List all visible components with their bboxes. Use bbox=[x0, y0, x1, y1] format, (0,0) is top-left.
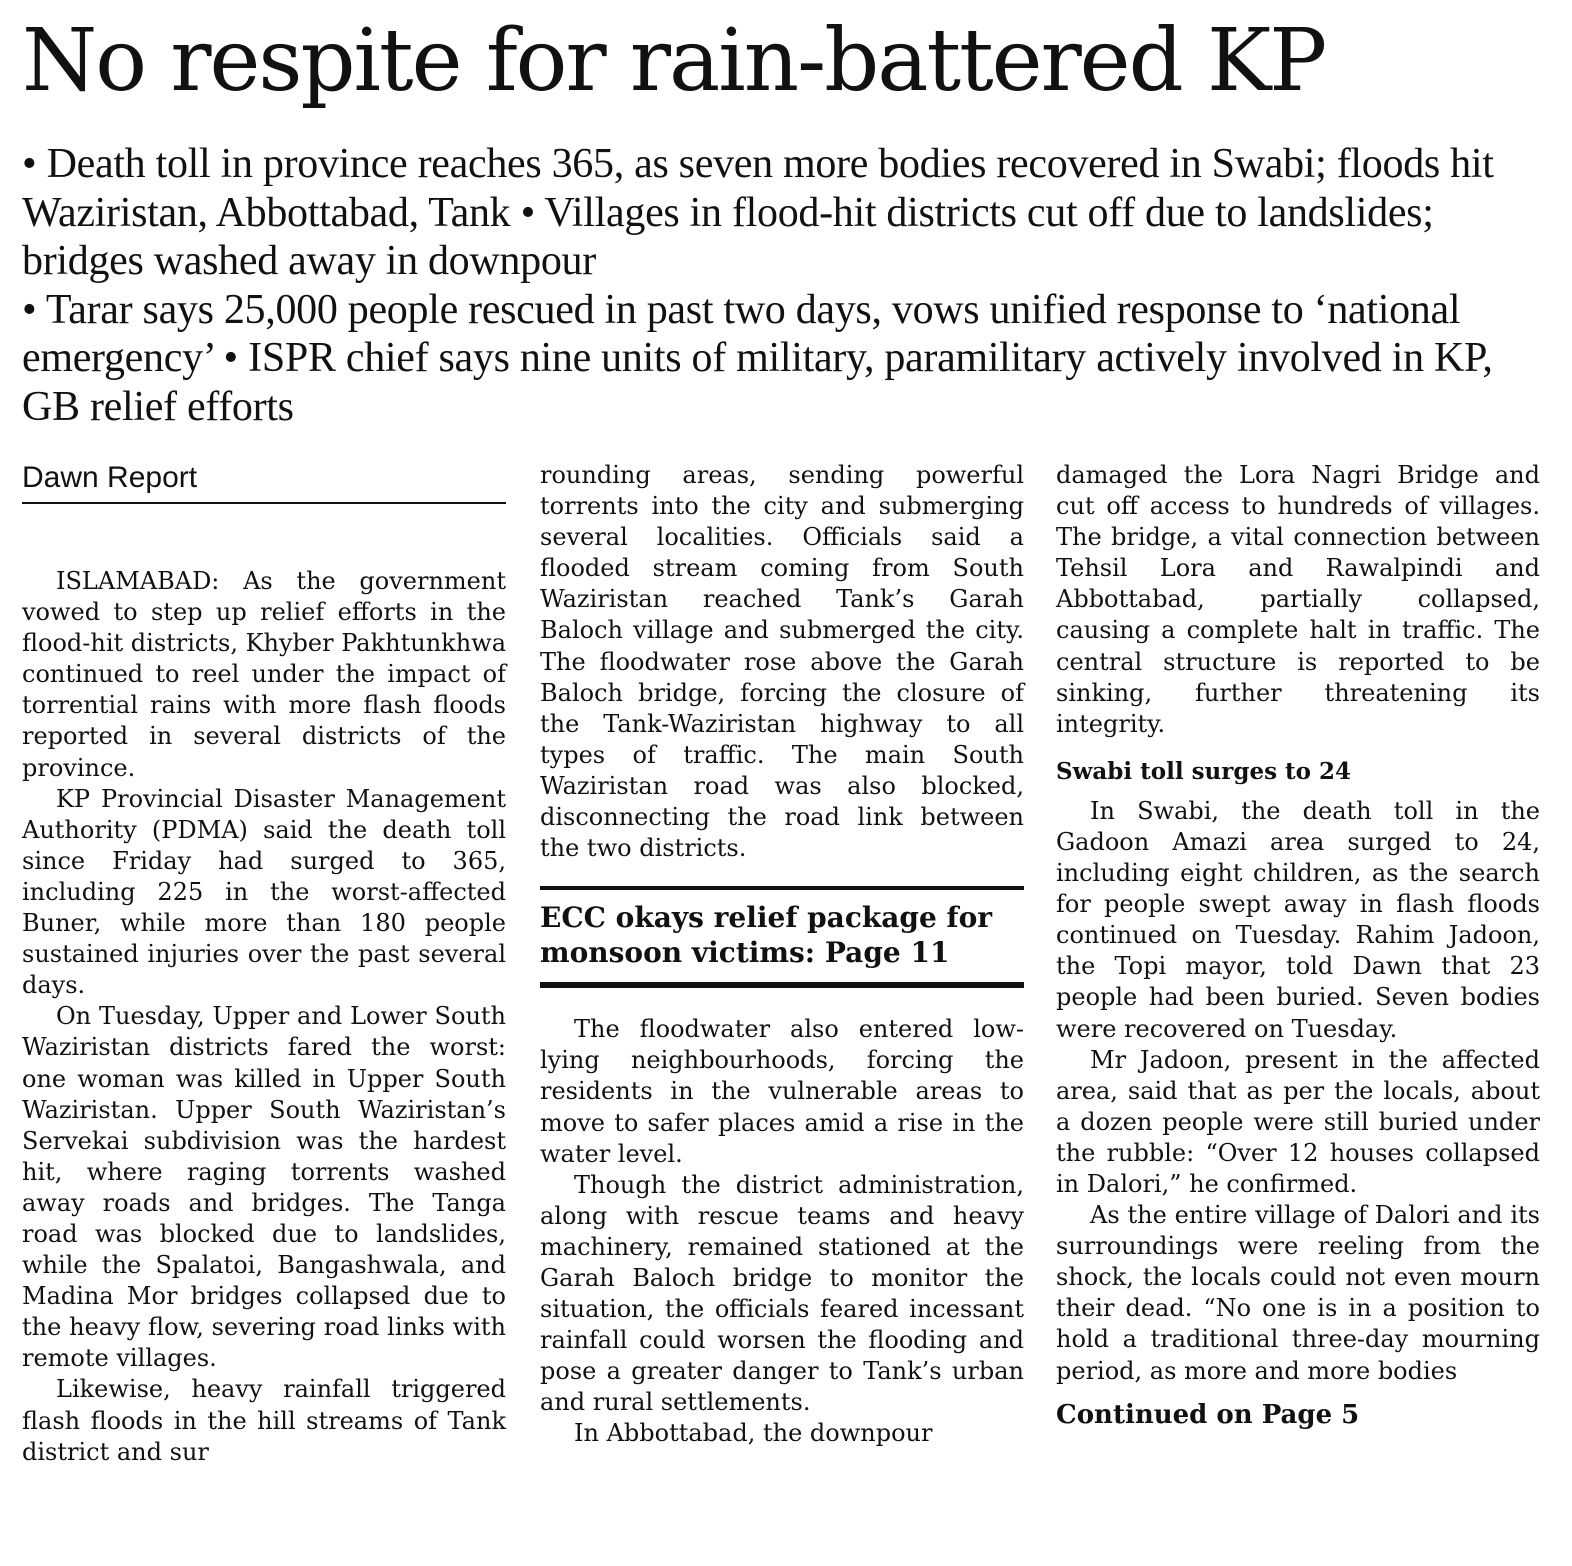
body-paragraph: ISLAMABAD: As the government vowed to step up relief efforts in the flood-hit districts, Khyber Pakhtunkhwa continued to reel under the impact of torrential rains with more flash floods reported in several districts of the province. bbox=[22, 567, 506, 782]
article-column-1 bbox=[22, 460, 506, 1468]
body-paragraph: On Tuesday, Upper and Lower South Waziristan districts fared the worst: one woman was killed in Upper South Waziristan. Upper South Waziristan’s Servekai subdivision was the hardest hit, where raging torrents washed away roads and bridges. The Tanga road was blocked due to landslides, while the Spalatoi, Bangashwala, and Madina Mor bridges collapsed due to the heavy flow, severing road links with remote villages. bbox=[22, 1002, 506, 1373]
body-paragraph: damaged the Lora Nagri Bridge and cut off access to hundreds of villages. The bridge, a vital connection between Tehsil Lora and Rawalpindi and Abbottabad, partially collapsed, causing a complete halt in traffic. The central structure is reported to be sinking, further threatening its integrity. bbox=[1056, 461, 1540, 738]
headline: No respite for rain-battered KP bbox=[22, 11, 1326, 111]
article-column-3 bbox=[1056, 460, 1540, 1431]
body-paragraph: Mr Jadoon, present in the affected area, said that as per the locals, about a dozen people were still buried under the rubble: “Over 12 houses collapsed in Dalori,” he confirmed. bbox=[1056, 1045, 1540, 1198]
cross-reference-box: ECC okays relief package for monsoon victims: Page 11 bbox=[540, 886, 1024, 988]
deck bbox=[22, 140, 1552, 431]
deck-paragraph: • Tarar says 25,000 people rescued in past two days, vows unified response to ‘national emergency’ • ISPR chief says nine units of military, paramilitary actively involved in KP, GB relief efforts bbox=[22, 286, 1493, 430]
body-paragraph: As the entire village of Dalori and its surroundings were reeling from the shock, the locals could not even mourn their dead. “No one is in a position to hold a traditional three-day mourning period, as more and more bodies bbox=[1056, 1201, 1540, 1385]
body-paragraph: KP Provincial Disaster Management Authority (PDMA) said the death toll since Friday had surged to 365, including 225 in the worst-affected Buner, while more than 180 people sustained injuries over the past several days. bbox=[22, 784, 506, 1000]
body-paragraph: In Swabi, the death toll in the Gadoon Amazi area surged to 24, including eight children, as the search for people swept away in flash floods continued on Tuesday. Rahim Jadoon, the Topi mayor, told Dawn that 23 people had been buried. Seven bodies were recovered on Tuesday. bbox=[1056, 796, 1540, 1043]
body-paragraph: Likewise, heavy rainfall triggered flash floods in the hill streams of Tank district and sur bbox=[22, 1375, 506, 1466]
article-column-2 bbox=[540, 460, 1024, 1450]
body-paragraph: Though the district administration, along with rescue teams and heavy machinery, remained stationed at the Garah Baloch bridge to monitor the situation, the officials feared incessant rainfall could worsen the flooding and pose a greater danger to Tank’s urban and rural settlements. bbox=[540, 1170, 1024, 1417]
body-paragraph: In Abbottabad, the downpour bbox=[574, 1419, 933, 1448]
byline: Dawn Report bbox=[22, 460, 506, 504]
continued-jump-line: Continued on Page 5 bbox=[1056, 1399, 1360, 1430]
deck-paragraph: • Death toll in province reaches 365, as seven more bodies recovered in Swabi; floods hit Waziristan, Abbottabad, Tank • Villages in flood-hit districts cut off due to landslides; bridges washed away in downpour bbox=[22, 141, 1494, 284]
subheading: Swabi toll surges to 24 bbox=[1056, 757, 1352, 785]
body-paragraph: rounding areas, sending powerful torrents into the city and submerging several localities. Officials said a flooded stream coming from South Waziristan reached Tank’s Garah Baloch village and submerged the city. The floodwater rose above the Garah Baloch bridge, forcing the closure of the Tank-Waziristan highway to all types of traffic. The main South Waziristan road was also blocked, disconnecting the road link between the two districts. bbox=[540, 461, 1024, 863]
body-paragraph: The floodwater also entered low-lying neighbourhoods, forcing the residents in the vulnerable areas to move to safer places amid a rise in the water level. bbox=[540, 1015, 1024, 1168]
